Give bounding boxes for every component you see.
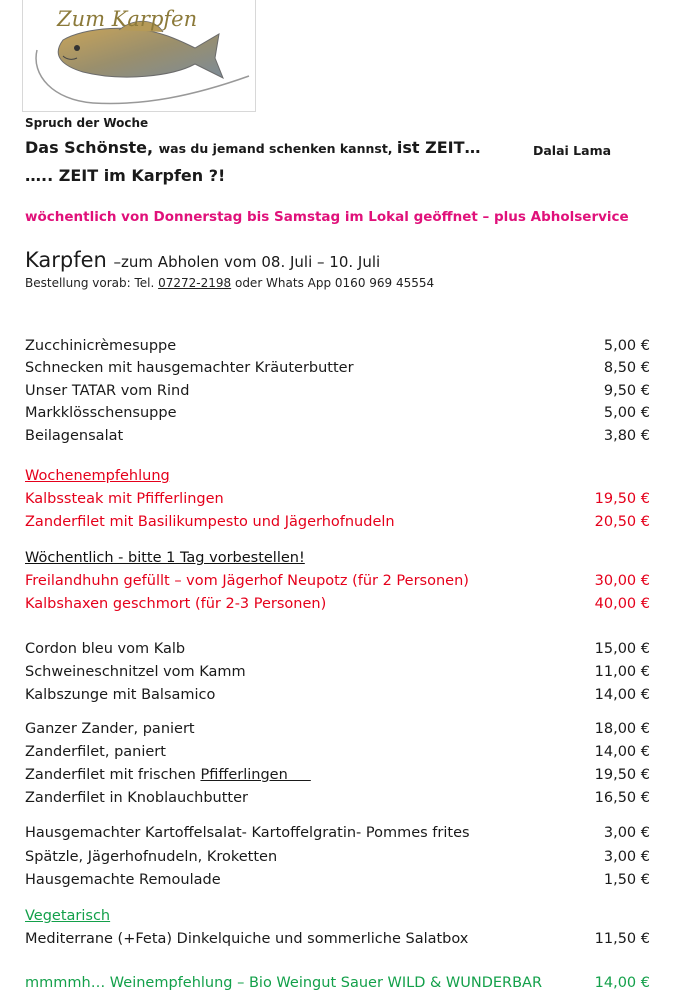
item-name: Kalbszunge mit Balsamico bbox=[25, 687, 216, 703]
item-name bbox=[25, 764, 311, 786]
menu-item bbox=[25, 380, 650, 402]
item-name: Hausgemachte Remoulade bbox=[25, 872, 221, 888]
item-name: Markklösschensuppe bbox=[25, 405, 177, 421]
quote-part-3: ist ZEIT… bbox=[396, 138, 481, 157]
item-price: 11,00 € bbox=[594, 664, 650, 680]
item-name: Unser TATAR vom Rind bbox=[25, 383, 190, 399]
quote-author: Dalai Lama bbox=[533, 143, 612, 158]
section-vegetarian-title: Vegetarisch bbox=[25, 908, 111, 924]
quote-part-1: Das Schönste, bbox=[25, 138, 159, 157]
menu-item bbox=[25, 425, 650, 447]
restaurant-logo bbox=[22, 0, 256, 112]
item-price: 9,50 € bbox=[603, 383, 650, 399]
item-name: Kalbshaxen geschmort (für 2-3 Personen) bbox=[25, 596, 327, 612]
item-name: Cordon bleu vom Kalb bbox=[25, 641, 186, 657]
section-weekly-title: Wochenempfehlung bbox=[25, 468, 170, 484]
wine-recommendation bbox=[25, 972, 650, 994]
item-name: Zanderfilet in Knoblauchbutter bbox=[25, 790, 248, 806]
item-price: 1,50 € bbox=[603, 872, 650, 888]
item-price: 20,50 € bbox=[594, 514, 650, 530]
item-price: 30,00 € bbox=[594, 573, 650, 589]
menu-item bbox=[25, 335, 650, 357]
order-suffix: oder Whats App 0160 969 45554 bbox=[231, 276, 435, 290]
item-name: Zanderfilet, paniert bbox=[25, 744, 166, 760]
quote-part-2: was du jemand schenken kannst, bbox=[158, 141, 397, 156]
item-price: 15,00 € bbox=[594, 641, 650, 657]
item-name: Schnecken mit hausgemachter Kräuterbutter bbox=[25, 360, 354, 376]
question-line: ….. ZEIT im Karpfen ?! bbox=[25, 166, 226, 185]
item-price: 3,00 € bbox=[603, 825, 650, 841]
item-price: 5,00 € bbox=[603, 338, 650, 354]
item-price: 3,80 € bbox=[603, 428, 650, 444]
item-name: Hausgemachter Kartoffelsalat- Kartoffelgratin- Pommes frites bbox=[25, 825, 470, 841]
order-prefix: Bestellung vorab: Tel. bbox=[25, 276, 159, 290]
item-name: mmmmh… Weinempfehlung – Bio Weingut Sauer WILD & WUNDERBAR bbox=[25, 975, 543, 991]
item-name: Zanderfilet mit Basilikumpesto und Jägerhofnudeln bbox=[25, 514, 395, 530]
menu-item bbox=[25, 822, 650, 844]
item-name: Zucchinicrèmesuppe bbox=[25, 338, 177, 354]
menu-item bbox=[25, 511, 650, 533]
item-name: Ganzer Zander, paniert bbox=[25, 721, 195, 737]
menu-item bbox=[25, 488, 650, 510]
item-price: 19,50 € bbox=[594, 767, 650, 783]
menu-item bbox=[25, 764, 650, 786]
menu-item bbox=[25, 570, 650, 592]
item-name: Beilagensalat bbox=[25, 428, 124, 444]
item-price: 3,00 € bbox=[603, 849, 650, 865]
phone-link[interactable]: 07272-2198 bbox=[158, 276, 232, 290]
menu-item bbox=[25, 787, 650, 809]
item-price: 40,00 € bbox=[594, 596, 650, 612]
heading-sub: –zum Abholen vom 08. Juli – 10. Juli bbox=[113, 253, 381, 271]
item-price: 8,50 € bbox=[603, 360, 650, 376]
menu-item bbox=[25, 684, 650, 706]
item-price: 16,50 € bbox=[594, 790, 650, 806]
opening-hours: wöchentlich von Donnerstag bis Samstag im Lokal geöffnet – plus Abholservice bbox=[25, 209, 629, 225]
item-price: 18,00 € bbox=[594, 721, 650, 737]
menu-item bbox=[25, 928, 650, 950]
logo-text: Zum Karpfen bbox=[57, 7, 198, 31]
menu-item bbox=[25, 869, 650, 891]
menu-item bbox=[25, 661, 650, 683]
item-price: 14,00 € bbox=[594, 687, 650, 703]
motto-title: Spruch der Woche bbox=[25, 116, 149, 130]
item-price: 5,00 € bbox=[603, 405, 650, 421]
menu-item bbox=[25, 593, 650, 615]
item-name-prefix: Zanderfilet mit frischen bbox=[25, 767, 201, 783]
item-price: 14,00 € bbox=[594, 975, 650, 991]
menu-item bbox=[25, 846, 650, 868]
item-name-highlight: Pfifferlingen bbox=[200, 767, 311, 783]
item-name: Kalbssteak mit Pfifferlingen bbox=[25, 491, 224, 507]
menu-item bbox=[25, 357, 650, 379]
menu-heading bbox=[25, 248, 380, 272]
menu-item bbox=[25, 638, 650, 660]
order-info bbox=[25, 276, 434, 290]
item-name: Freilandhuhn gefüllt – vom Jägerhof Neupotz (für 2 Personen) bbox=[25, 573, 469, 589]
item-name: Mediterrane (+Feta) Dinkelquiche und sommerliche Salatbox bbox=[25, 931, 469, 947]
heading-main: Karpfen bbox=[25, 248, 114, 272]
menu-item bbox=[25, 741, 650, 763]
item-name: Spätzle, Jägerhofnudeln, Kroketten bbox=[25, 849, 278, 865]
weekly-quote bbox=[25, 138, 481, 157]
item-price: 19,50 € bbox=[594, 491, 650, 507]
menu-item bbox=[25, 402, 650, 424]
item-price: 14,00 € bbox=[594, 744, 650, 760]
section-preorder-title: Wöchentlich - bitte 1 Tag vorbestellen! bbox=[25, 550, 305, 566]
item-price: 11,50 € bbox=[594, 931, 650, 947]
item-name: Schweineschnitzel vom Kamm bbox=[25, 664, 246, 680]
menu-item bbox=[25, 718, 650, 740]
